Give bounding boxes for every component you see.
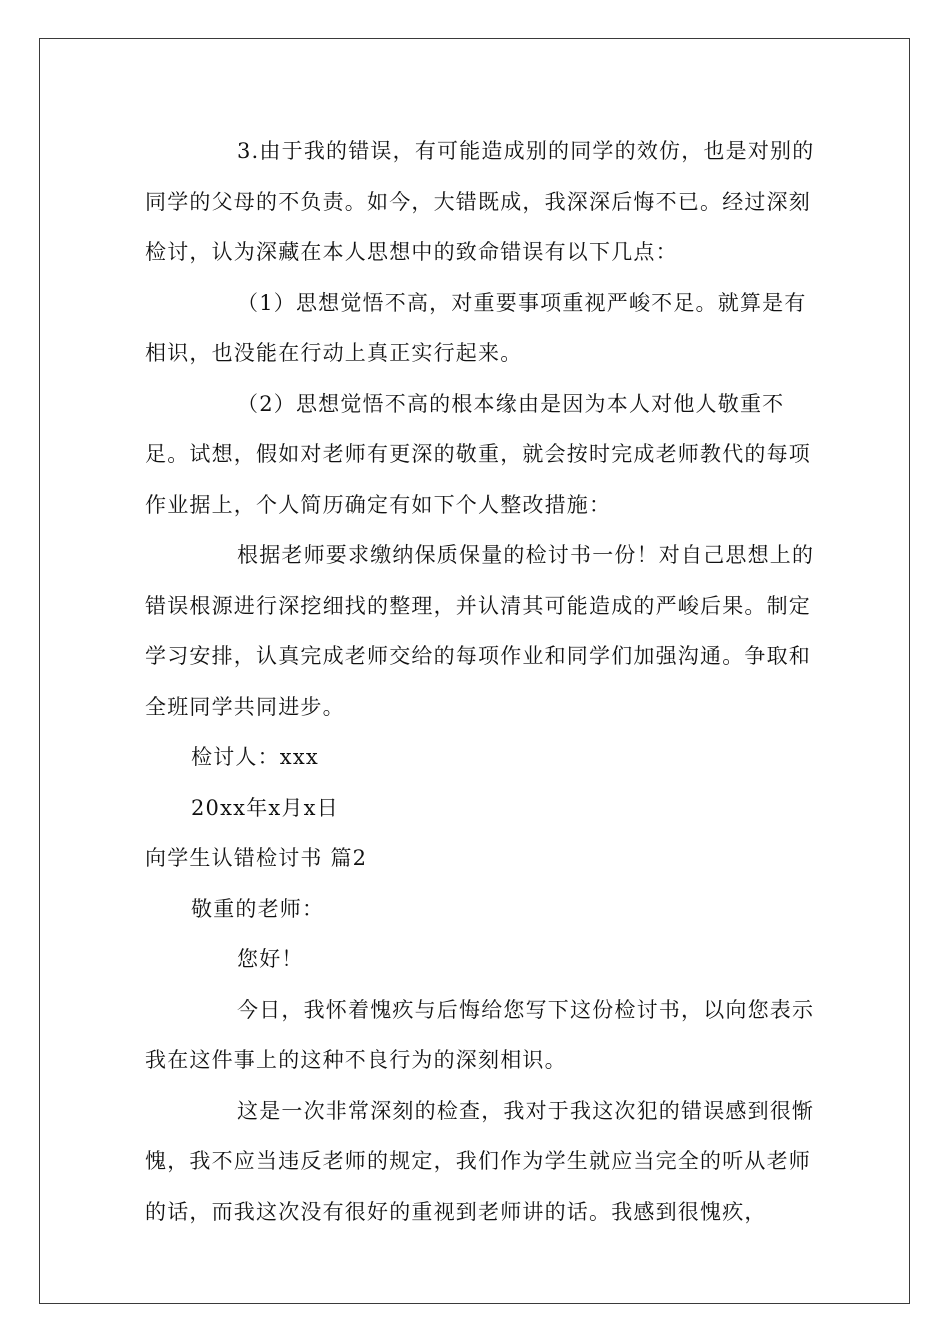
paragraph-point-3: 3.由于我的错误，有可能造成别的同学的效仿，也是对别的同学的父母的不负责。如今，大错既成，我深深后悔不已。经过深刻检讨，认为深藏在本人思想中的致命错误有以下几点： [145, 139, 815, 264]
paragraph-intro: 今日，我怀着愧疚与后悔给您写下这份检讨书，以向您表示我在这件事上的这种不良行为的深刻相识。 [145, 997, 815, 1072]
paragraph-point-1: （1）思想觉悟不高，对重要事项重视严峻不足。就算是有相识，也没能在行动上真正实行起来。 [145, 290, 807, 365]
paragraph-reflection: 这是一次非常深刻的检查，我对于我这次犯的错误感到很惭愧，我不应当违反老师的规定，我们作为学生就应当完全的听从老师的话，而我这次没有很好的重视到老师讲的话。我感到很愧疚， [145, 1098, 815, 1224]
date-line: 20xx年x月x日 [191, 795, 339, 820]
reviewer-line: 检讨人：xxx [191, 745, 319, 769]
paragraph-measures: 根据老师要求缴纳保质保量的检讨书一份！对自己思想上的错误根源进行深挖细找的整理，并认清其可能造成的严峻后果。制定学习安排，认真完成老师交给的每项作业和同学们加强沟通。争取和全班同学共同进步。 [145, 543, 815, 719]
section-title: 向学生认错检讨书 篇2 [145, 846, 368, 870]
greeting: 您好！ [237, 947, 304, 971]
paragraph-point-2: （2）思想觉悟不高的根本缘由是因为本人对他人敬重不足。试想，假如对老师有更深的敬重，就会按时完成老师教代的每项作业据上，个人简历确定有如下个人整改措施： [145, 391, 811, 517]
document-body [145, 126, 825, 1237]
salutation: 敬重的老师： [191, 896, 325, 921]
